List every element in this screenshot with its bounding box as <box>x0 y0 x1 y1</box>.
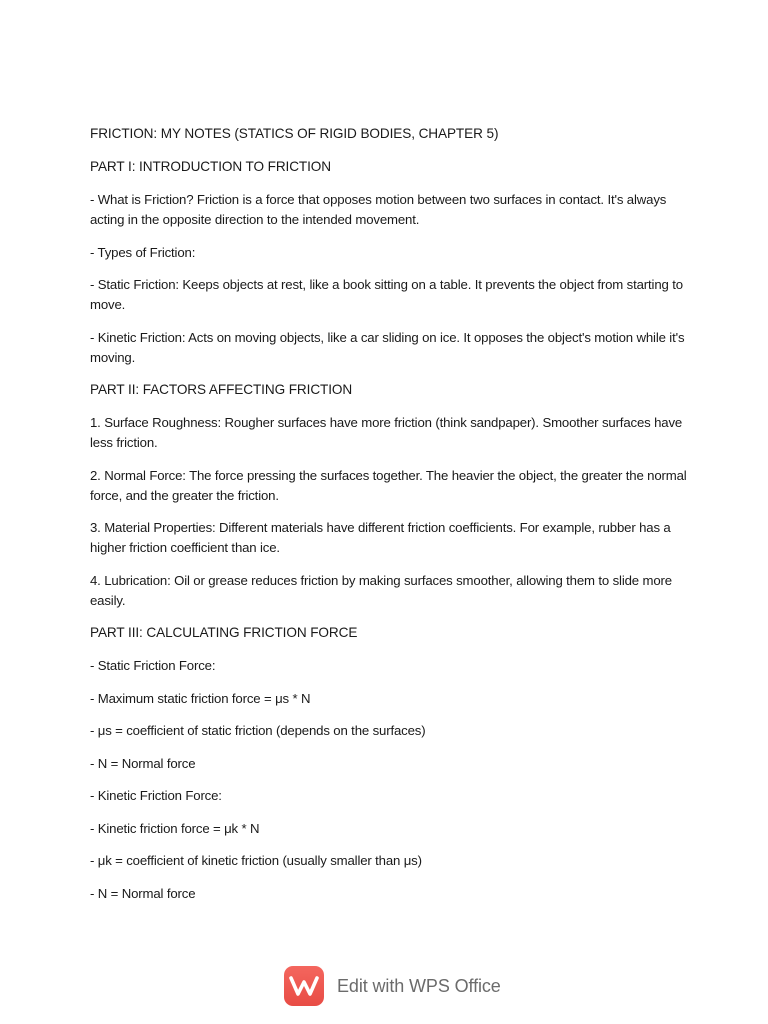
paragraph-max-static-formula: - Maximum static friction force = μs * N <box>90 690 311 706</box>
paragraph-normal-force-definition-1: - N = Normal force <box>90 755 196 771</box>
paragraph-material-properties: 3. Material Properties: Different materials have different friction coefficients. For example, rubber has a higher friction coefficient than ice. <box>90 520 671 555</box>
paragraph-mu-s-definition: - μs = coefficient of static friction (depends on the surfaces) <box>90 723 426 738</box>
paragraph-what-is-friction: - What is Friction? Friction is a force that opposes motion between two surfaces in contact. It's always acting in the opposite direction to the intended movement. <box>90 192 667 227</box>
section-heading-part1: PART I: INTRODUCTION TO FRICTION <box>90 159 331 174</box>
paragraph-normal-force-definition-2: - N = Normal force <box>90 885 196 901</box>
paragraph-kinetic-friction-force: - Kinetic Friction Force: <box>90 788 222 803</box>
paragraph-normal-force: 2. Normal Force: The force pressing the surfaces together. The heavier the object, the greater the normal force, and the greater the friction. <box>90 467 687 503</box>
paragraph-static-friction: - Static Friction: Keeps objects at rest, like a book sitting on a table. It prevents the object from starting to move. <box>90 277 683 312</box>
paragraph-mu-k-definition: - μk = coefficient of kinetic friction (usually smaller than μs) <box>90 853 422 868</box>
document-body <box>90 124 690 916</box>
wps-edit-banner[interactable] <box>284 964 501 1008</box>
paragraph-lubrication: 4. Lubrication: Oil or grease reduces friction by making surfaces smoother, allowing them to slide more easily. <box>90 572 672 608</box>
document-title: FRICTION: MY NOTES (STATICS OF RIGID BODIES, CHAPTER 5) <box>90 126 499 141</box>
paragraph-types-of-friction: - Types of Friction: <box>90 244 196 260</box>
section-heading-part2: PART II: FACTORS AFFECTING FRICTION <box>90 382 353 397</box>
paragraph-surface-roughness: 1. Surface Roughness: Rougher surfaces have more friction (think sandpaper). Smoother surfaces have less friction. <box>90 415 683 450</box>
wps-edit-link[interactable]: Edit with WPS Office <box>337 975 501 996</box>
section-heading-part3: PART III: CALCULATING FRICTION FORCE <box>90 625 358 640</box>
paragraph-static-friction-force: - Static Friction Force: <box>90 658 216 673</box>
paragraph-kinetic-formula: - Kinetic friction force = μk * N <box>90 820 260 836</box>
paragraph-kinetic-friction: - Kinetic Friction: Acts on moving objects, like a car sliding on ice. It opposes the object's motion while it's moving. <box>90 329 685 365</box>
wps-logo-icon[interactable] <box>284 966 324 1006</box>
